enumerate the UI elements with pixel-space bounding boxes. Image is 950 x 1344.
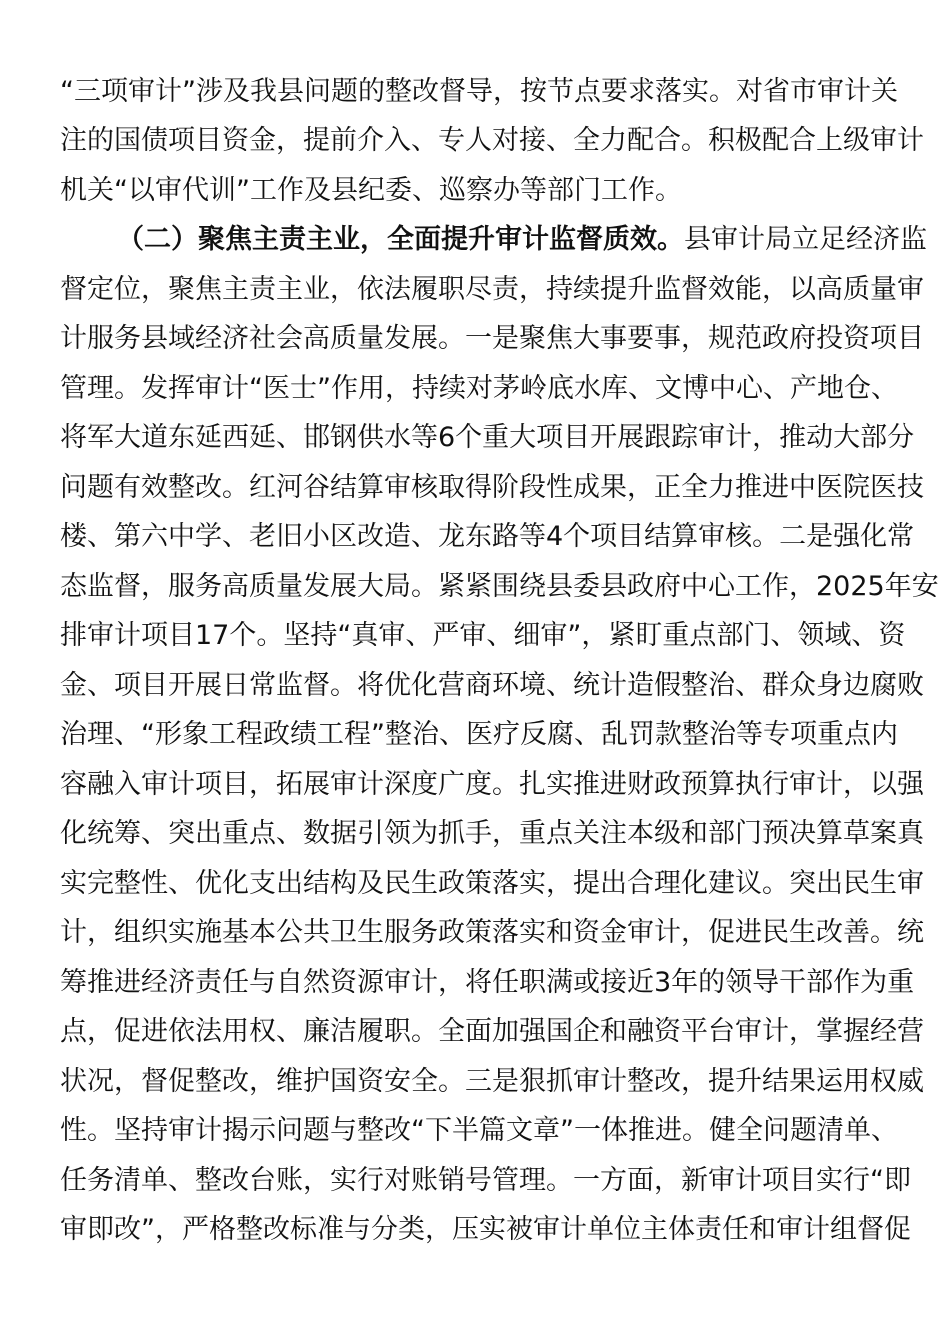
text-line: 实完整性、优化支出结构及民生政策落实，提出合理化建议。突出民生审 [60,868,924,899]
text-line: 将军大道东延西延、邯钢供水等6个重大项目开展跟踪审计，推动大部分 [60,422,915,453]
text-line: 排审计项目17个。坚持“真审、严审、细审”，紧盯重点部门、领域、资 [60,620,906,651]
text-line: 计服务县域经济社会高质量发展。一是聚焦大事要事，规范政府投资项目 [60,323,924,354]
text-line: 治理、“形象工程政绩工程”整治、医疗反腐、乱罚款整治等专项重点内 [60,719,898,750]
text-line: 金、项目开展日常监督。将优化营商环境、统计造假整治、群众身边腐败 [60,670,924,701]
text-line: 问题有效整改。红河谷结算审核取得阶段性成果，正全力推进中医院医技 [60,472,924,503]
text-line: “三项审计”涉及我县问题的整改督导，按节点要求落实。对省市审计关 [60,76,898,107]
text-line: 楼、第六中学、老旧小区改造、龙东路等4个项目结算审核。二是强化常 [60,521,915,552]
text-line: 化统筹、突出重点、数据引领为抓手，重点关注本级和部门预决算草案真 [60,818,924,849]
section-heading-line [117,220,927,260]
text-line: 注的国债项目资金，提前介入、专人对接、全力配合。积极配合上级审计 [60,125,924,156]
text-line: 任务清单、整改台账，实行对账销号管理。一方面，新审计项目实行“即 [60,1165,911,1196]
text-line: 容融入审计项目，拓展审计深度广度。扎实推进财政预算执行审计，以强 [60,769,924,800]
text-line: 状况，督促整改，维护国资安全。三是狠抓审计整改，提升结果运用权威 [60,1066,924,1097]
text-line: 点，促进依法用权、廉洁履职。全面加强国企和融资平台审计，掌握经营 [60,1016,924,1047]
section-heading: （二）聚焦主责主业，全面提升审计监督质效。 [117,224,684,255]
text-line: 审即改”，严格整改标准与分类，压实被审计单位主体责任和审计组督促 [60,1214,911,1245]
text-line: 性。坚持审计揭示问题与整改“下半篇文章”一体推进。健全问题清单、 [60,1115,898,1146]
section-heading-continuation: 县审计局立足经济监 [684,224,927,255]
text-line: 计，组织实施基本公共卫生服务政策落实和资金审计，促进民生改善。统 [60,917,924,948]
text-line: 督定位，聚焦主责主业，依法履职尽责，持续提升监督效能，以高质量审 [60,274,924,305]
text-line: 态监督，服务高质量发展大局。紧紧围绕县委县政府中心工作，2025年安 [60,571,939,602]
text-line: 机关“以审代训”工作及县纪委、巡察办等部门工作。 [60,175,682,206]
text-line: 管理。发挥审计“医士”作用，持续对茅岭底水库、文博中心、产地仓、 [60,373,898,404]
text-line: 筹推进经济责任与自然资源审计，将任职满或接近3年的领导干部作为重 [60,967,915,998]
